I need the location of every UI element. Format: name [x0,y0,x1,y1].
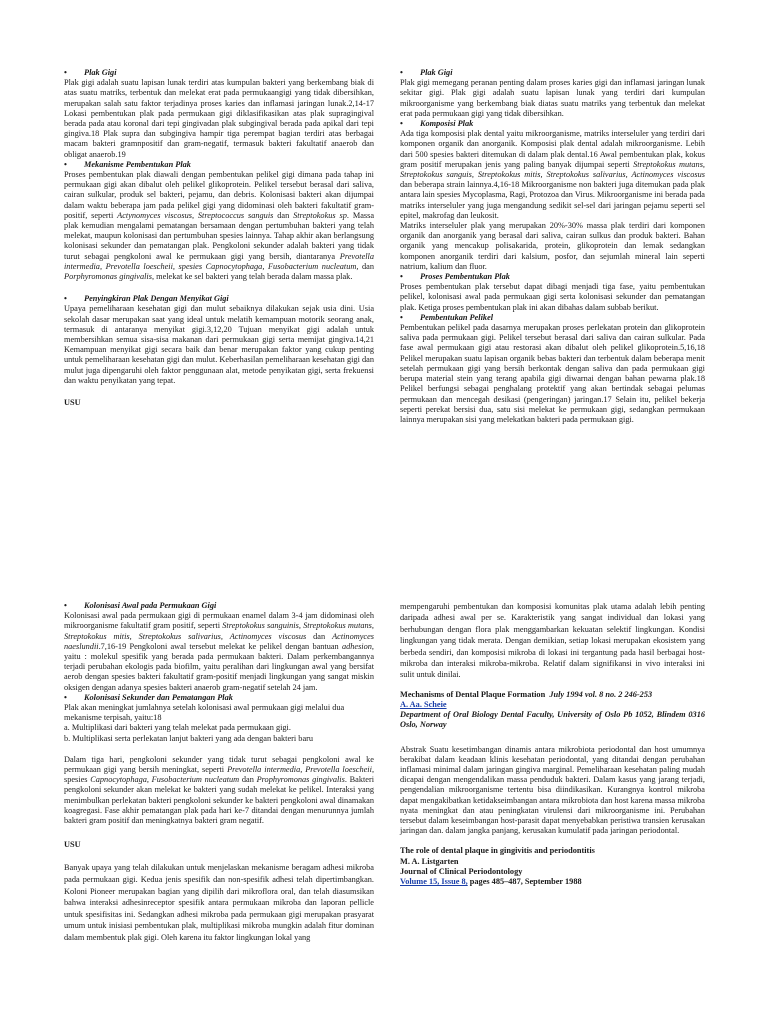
pelikel-paragraph: Pembentukan pelikel pada dasarnya merupakan proses perlekatan protein dan glikoprotein saliva pada permukaan gigi. Pelikel tersebut berasal dari saliva dan cairan sulkular. Pada fase awal permukaan gigi atau restorasi akan dibalut oleh pelikel glikoprotein.5,16,18 Pelikel merupakan suatu lapisan organik bebas bakteri dan terbentuk dalam beberapa menit setelah permukaan gigi yang bersih berkontak dengan saliva dan pada permukaan gigi berupa material stein yang terang apabila gigi diwarnai dengan bahan pewarna plak.18 Pelikel berfungsi sebagai penghalang protektif yang akan bertindak sebagai pelumas permukaan dan mencegah desikasi (pengeringan) jaringan.17 Selain itu, pelikel bekerja seperti perekat bersisi dua, satu sisi melekat ke permukaan gigi, sedangkan permukaan lainnya merupakan sisi yang melekatkan bakteri pada permukaan gigi. [400,323,705,424]
bullet-icon: • [400,272,403,282]
bullet-icon: • [64,159,67,169]
penyingkiran-paragraph: Upaya pemeliharaan kesehatan gigi dan mulut sebaiknya dilakukan sejak usia dini. Usia sekolah dasar merupakan saat yang ideal untuk melatih kemampuan motorik seorang anak, termasuk di antaranya menyikat gigi.3,12,20 Tujuan menyikat gigi adalah untuk membersihkan semua sisa-sisa makanan dari permukaan gigi serta memijat gingiva.14,21 Kemampuan menyikat gigi secara baik dan benar merupakan faktor yang cukup penting untuk pemeliharaan kesehatan gigi dan mulut. Keberhasilan pemeliharaan kesehatan gigi dan mulut juga dipengaruhi oleh faktor penggunaan alat, metode penyikatan gigi, serta frekuensi dan waktu penyikatan yang tepat. [64,304,374,385]
reference-2-journal: Journal of Clinical Periodontology [400,866,523,876]
kolonisasi-sekunder-paragraph: Dalam tiga hari, pengkoloni sekunder yang tidak turut sebagai pengkoloni awal ke permukaan gigi yang bersih meningkat, seperti Prevotella intermedia, Prevotella loescheii, spesies Capnocytophaga, Fusobacterium nucleatum dan Prophyromonas gingivalis. Bakteri pengkoloni sekunder akan melekat ke bakteri yang sudah melekat ke pelikel. Interaksi yang menimbulkan perlekatan bakteri pengkoloni sekunder ke bakteri pengkoloni awal dinamakan koagregasi. Fase akhir pematangan plak pada hari ke-7 ditandai dengan menurunnya jumlah bakteri gram positif dan meningkatnya bakteri gram negatif. [64,754,375,826]
reference-1-author[interactable]: A. Aa. Scheie [400,700,447,710]
top-right-column [400,68,705,425]
usu-label-bottom: USU [64,840,81,850]
plak-gigi-heading-right: • Plak Gigi [400,68,453,77]
mekanisme-paragraph: Proses pembentukan plak diawali dengan pembentukan pelikel gigi dimana pada tahap ini permukaan gigi akan dibalut oleh pelikel glikoprotein. Pelikel tersebut berasal dari saliva, cairan sulkular, produk sel bakteri, pejamu, dan debris. Kolonisasi bakteri akan dijumpai dalam waktu beberapa jam pada pelikel gigi yang didominasi oleh bakteri fakultatif gram-positif, seperti Actynomyces viscosus, Streptococcus sanguis dan Streptokokus sp. Massa plak kemudian mengalami pematangan bersamaan dengan pertumbuhan bakteri yang telah melekat, maupun kolonisasi dan pertumbuhan spesies lainnya. Tahap akhir akan berlangsung kolonisasi sekunder dan pematangan plak. Pengkoloni sekunder adalah bakteri yang tidak turut sebagai pengkoloni awal ke permukaan gigi yang bersih, diantaranya Prevotella intermedia, Prevotella loescheii, spesies Capnocytophaga, Fusobacterium nucleatum, dan Porphyromonas gingivalis, melekat ke sel bakteri yang telah berada dalam massa plak. [64,170,375,282]
komposisi-paragraph: Ada tiga komposisi plak dental yaitu mikroorganisme, matriks interseluler yang terdiri dari komponen organik dan anorganik. Komposisi plak dental adalah mikroorganisme. Lebih dari 500 spesies bakteri ditemukan di dalam plak dental.16 Awal pembentukan plak, kokus gram positif merupakan jenis yang paling banyak dijumpai seperti Streptokokus mutans, Streptokokus sanguis, Streptokokus mitis, Streptokokus salivarius, Actinomyces viscosus dan beberapa strain lainnya.4,16-18 Mikroorganisme non bakteri juga ditemukan pada plak antara lain spesies Mycoplasma, Ragi, Protozoa dan Virus. Mikroorganisme ini berada pada matriks interseluler yang juga mengandung sedikit sel-sel dari jaringan pejamu seperti sel epitel, makrofag dan leukosit. [400,129,706,220]
volume-link[interactable]: Volume 15, Issue 8, [400,877,468,887]
list-item-b: b. Multiplikasi serta perlekatan lanjut bakteri yang ada dengan bakteri baru [64,733,314,743]
komunitas-plak-paragraph: mempengaruhi pembentukan dan komposisi komunitas plak utama adalah lebih penting daripada adhesi awal per se. Karakteristik yang sangat individual dan lokasi yang berhubungan dengan flora plak menggambarkan kekuatan selektif lingkungan. Kondisi lingkungan yang tidak merata. Dengan demikian, setiap lokasi merupakan ekosistem yang berbeda sendiri, dan komposisi mikroba di lokasi ini tergantung pada hasil berbagai host-mikroba dan interaksi mikroba-mikroba. Relatif dalam signifikansi in vivo interaksi ini sulit untuk dinilai. [400,602,705,680]
proses-paragraph: Proses pembentukan plak tersebut dapat dibagi menjadi tiga fase, yaitu pembentukan pelikel, kolonisasi awal pada permukaan gigi serta kolonisasi sekunder dan pematangan plak. Ketiga proses pembentukan plak ini akan dibahas dalam subbab berikut. [400,282,705,312]
bottom-left-column [64,601,374,944]
bullet-icon: • [64,68,67,77]
reference-2-author: M. A. Listgarten [400,856,459,866]
bottom-right-column [400,601,705,887]
mekanisme-heading: • Mekanisme Pembentukan Plak [64,159,191,169]
reference-2-title: The role of dental plaque in gingivitis and periodontitis [400,846,595,856]
bullet-icon: • [400,68,403,77]
bullet-icon: • [64,294,67,304]
kolonisasi-awal-heading: • Kolonisasi Awal pada Permukaan Gigi [64,601,217,610]
pelikel-heading: • Pembentukan Pelikel [400,312,494,322]
abstract-paragraph: Abstrak Suatu kesetimbangan dinamis antara mikrobiota periodontal dan host umumnya berakibat dalam keadaan klinis kesehatan periodontal, yang ditandai dengan perubahan inflamasi minimal dalam jaringan gingiva marginal. Pemeliharaan kesehatan paling mudah dicapai dengan mengendalikan massa penduduk bakteri. Dalam kasus yang jarang terjadi, pengendalian mikroorganisme tertentu bisa diindikasikan. Kurangnya kontrol mikroba dapat mengakibatkan ketidakseimbangan antara mikrobiota dan host karena massa mikroba nyata meningkat dan atau peningkatan virulensi dari mikroorganisme ini. Perubahan tersebut dalam keseimbangan host-parasit dapat menyebabkan peristiwa transien kerusakan jaringan dan. dalam jangka panjang, kerusakan kumulatif pada jaringan periodontal. [400,744,705,836]
plak-gigi-paragraph-left: Plak gigi adalah suatu lapisan lunak terdiri atas kumpulan bakteri yang berkembang biak di atas suatu matriks, terbentuk dan melekat erat pada permukaangigi yang tidak dibersihkan, merupakan salah satu faktor terjadinya proses karies dan inflamasi jaringan lunak.2,14-17 Lokasi pembentukan plak pada permukaan gigi diklasifikasikan atas plak supragingival berada pada atau koronal dari tepi gingivadan plak subgingival berada pada apikal dari tepi gingiva.18 Plak supra dan subgingiva hampir tiga perempat bagian terdiri atas berbagai macam bakteri gramnpositif dan gram-negatif, termasuk bakteri fakultatif anaerob dan obligat anaerob.19 [64,78,374,159]
komposisi-heading: • Komposisi Plak [400,119,474,129]
reference-1-title: Mechanisms of Dental Plaque Formation July 1994 vol. 8 no. 2 246-253 [400,689,653,699]
top-left-column [64,68,374,408]
adhesi-paragraph: Banyak upaya yang telah dilakukan untuk menjelaskan mekanisme beragam adhesi mikroba pada permukaan gigi. Kedua jenis spesifik dan non-spesifik adhesi telah dipertimbangkan. Koloni Pioneer merupakan bagian yang dipilih dari mikroflora oral, dan telah diasumsikan bahwa interaksi adhesinreceptor spesifik antara permukaan mikroba dan laporan pellicle untuk spesifisitas ini. Sedangkan adhesi mikroba pada permukaan gigi merupakan prasyarat umum untuk inisiasi pembentukan plak, multiplikasi mikroba mungkin adalah fitur dominan dalam membentuk plak gigi. Oleh karena itu faktor lingkungan lokal yang [64,863,374,943]
plak-gigi-heading-left: • Plak Gigi [64,68,117,77]
proses-heading: • Proses Pembentukan Plak [400,272,510,282]
plak-gigi-paragraph-right: Plak gigi memegang peranan penting dalam proses karies gigi dan inflamasi jaringan lunak sekitar gigi. Plak gigi adalah suatu lapisan lunak yang terdiri dari kumpulan mikroorganisme yang berkembang biak diatas suatu matriks yang terbentuk dan melekat erat pada permukaan gigi yang tidak dibersihkan. [400,78,705,118]
usu-label-top: USU [64,398,81,408]
bullet-icon: • [400,119,403,129]
matriks-paragraph: Matriks interseluler plak yang merupakan 20%-30% massa plak terdiri dari komponen organik dan anorganik yang berasal dari saliva, cairan sulkus dan produk bakteri. Bahan organik yang mencakup polisakarida, protein, glikoprotein dan lemak sedangkan komponen anorganik terdiri dari kalsium, posfor, dan sejumlah mineral lain seperti natrium, kalium dan fluor. [400,221,705,271]
bullet-icon: • [400,312,403,322]
bullet-icon: • [64,692,67,702]
kolonisasi-sekunder-heading: • Kolonisasi Sekunder dan Pematangan Plak [64,692,233,702]
reference-1-affiliation: Department of Oral Biology Dental Faculty, University of Oslo Pb 1052, Blindem 0316 Oslo, Norway [400,710,705,730]
kolonisasi-awal-paragraph: Kolonisasi awal pada permukaan gigi di permukaan enamel dalam 3-4 jam didominasi oleh mikroorganisme fakultatif gram positif, seperti Streptokokus sanguinis, Streptokokus mutans, Streptokokus mitis, Streptokokus salivarius, Actinomyces viscosus dan Actinomyces naeslundii.7,16-19 Pengkoloni awal tersebut melekat ke pelikel dengan bantuan adhesion, yaitu : molekul spesifik yang berada pada permukaan bakteri. Dalam perkembangannya terjadi perubahan ekologis pada biofilm, yaitu peralihan dari lingkungan awal yang bersifat aerob dengan spesies bakteri fakultatif gram-positif menjadi lingkungan yang sangat miskin oksigen dengan adanya spesies bakteri anaerob gram-negatif setelah 24 jam. [64,611,374,692]
reference-2-volume-line: Volume 15, Issue 8, pages 485–487, September 1988 [400,877,582,887]
kolonisasi-sekunder-intro: Plak akan meningkat jumlahnya setelah kolonisasi awal permukaan gigi melalui dua mekanisme terpisah, yaitu:18 [64,703,345,723]
penyingkiran-heading: • Penyingkiran Plak Dengan Menyikat Gigi [64,294,229,304]
list-item-a: a. Multiplikasi dari bakteri yang telah melekat pada permukaan gigi. [64,723,291,733]
bullet-icon: • [64,601,67,610]
